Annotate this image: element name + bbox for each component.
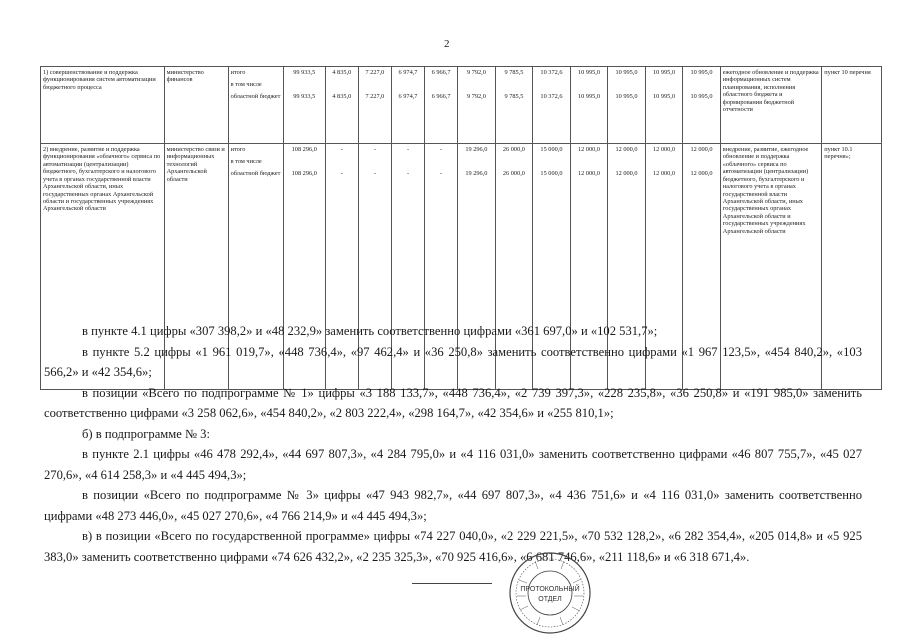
funding-source-label: итого: [230, 69, 246, 76]
page-number: 2: [444, 38, 450, 50]
amount-cell: [533, 67, 571, 144]
paragraph: в) в позиции «Всего по государственной программе» цифры «74 227 040,0», «2 229 221,5», «70 532 128,2», «6 282 354,4», «205 014,8» и «5 925 383,0» заменить соответственно цифрами «74 626 432,2», «2 235 325,3», «70 925 416,6», «6 681 746,6», «211 118,6» и «6 318 671,4».: [44, 529, 862, 564]
paragraph: в позиции «Всего по подпрограмме № 3» цифры «47 943 982,7», «44 697 807,3», «4 436 751,6» и «4 116 031,0» заменить соответственно цифрами «48 273 446,0», «45 027 270,6», «4 766 214,9» и «4 445 494,3»;: [44, 488, 862, 523]
amount-total: 6 966,7: [431, 69, 451, 76]
amount-total: 12 000,0: [652, 146, 676, 153]
amount-cell: [608, 67, 646, 144]
expected-result-cell: внедрение, развитие, ежегодное обновление и поддержка «облачного» сервиса по автоматизации (централизации) бюджетного, бухгалтерского и налогового учета в органах государственной власти Архангельской области, иных государственных органах Архангельской области и государственных учреждениях Архангельской области: [720, 144, 822, 390]
paragraph: в пункте 4.1 цифры «307 398,2» и «48 232,9» заменить соответственно цифрами «361 697,0» и «102 531,7»;: [82, 324, 658, 338]
amount-regional: 12 000,0: [652, 170, 676, 177]
amount-total: -: [373, 146, 376, 153]
amount-total: 9 792,0: [466, 69, 486, 76]
amount-regional: 4 835,0: [332, 93, 352, 100]
funding-source-cell: [228, 67, 283, 144]
activity-name-cell: 1) совершенствование и поддержка функционирования систем автоматизации бюджетного процесса: [41, 67, 165, 144]
amount-cell: [458, 67, 496, 144]
amount-cell: [683, 67, 721, 144]
amount-total: -: [440, 146, 443, 153]
amount-regional: 10 995,0: [615, 93, 638, 100]
reference-cell: пункт 10 перечня: [822, 67, 882, 144]
funding-source-label: областной бюджет: [230, 169, 281, 177]
reference-cell: пункт 10.1 перечня»;: [822, 144, 882, 390]
document-body: [44, 321, 862, 567]
amount-cell: [645, 67, 683, 144]
amount-regional: 6 974,7: [398, 93, 418, 100]
amount-regional: 26 000,0: [502, 170, 525, 177]
amount-regional: 6 966,7: [431, 93, 451, 100]
amount-total: 9 785,5: [504, 69, 524, 76]
amount-total: 15 000,0: [540, 146, 563, 153]
amount-total: 10 995,0: [577, 69, 600, 76]
paragraph: б) в подпрограмме № 3:: [82, 426, 210, 441]
amount-regional: 99 933,5: [293, 93, 316, 100]
amount-total: 108 296,0: [291, 146, 317, 153]
amount-regional: 108 296,0: [291, 170, 317, 177]
executor-cell: министерство связи и информационных технологий Архангельской области: [164, 144, 228, 390]
table-row: [41, 67, 882, 144]
funding-source-label: в том числе: [230, 158, 262, 166]
amount-total: 99 933,5: [293, 69, 316, 76]
amount-total: 12 000,0: [690, 146, 713, 153]
expected-result-cell: ежегодное обновление и поддержка информационных систем планирования, исполнения областного бюджета и формирования бюджетной отчетности: [720, 67, 822, 144]
svg-text:ПРОТОКОЛЬНЫЙ: ПРОТОКОЛЬНЫЙ: [520, 586, 580, 593]
amount-regional: 7 227,0: [365, 93, 385, 100]
amount-cell: [325, 67, 358, 144]
amount-cell: [283, 67, 325, 144]
amount-regional: 9 785,5: [504, 93, 524, 100]
amount-regional: -: [340, 170, 343, 177]
amount-regional: 12 000,0: [615, 170, 638, 177]
amount-total: 6 974,7: [398, 69, 418, 76]
amount-total: 19 296,0: [465, 146, 488, 153]
amount-total: 10 995,0: [690, 69, 713, 76]
amount-cell: [495, 67, 533, 144]
funding-source-label: областной бюджет: [230, 92, 281, 100]
executor-cell: министерство финансов: [164, 67, 228, 144]
amount-regional: -: [440, 170, 443, 177]
amount-regional: 10 995,0: [652, 93, 676, 100]
svg-text:ОТДЕЛ: ОТДЕЛ: [538, 596, 562, 603]
amount-total: 12 000,0: [615, 146, 638, 153]
amount-regional: 9 792,0: [466, 93, 486, 100]
amount-cell: [358, 67, 391, 144]
amount-regional: 19 296,0: [465, 170, 488, 177]
amount-regional: 10 372,6: [540, 93, 563, 100]
amount-regional: -: [406, 170, 410, 177]
funding-source-label: в том числе: [230, 81, 262, 89]
amount-total: 7 227,0: [365, 69, 385, 76]
amount-regional: 10 995,0: [690, 93, 713, 100]
amount-total: 10 372,6: [540, 69, 563, 76]
amount-regional: 15 000,0: [540, 170, 563, 177]
amount-cell: [570, 67, 608, 144]
amount-total: 10 995,0: [615, 69, 638, 76]
amount-regional: 12 000,0: [577, 170, 600, 177]
amount-total: 10 995,0: [652, 69, 676, 76]
amount-regional: -: [373, 170, 376, 177]
paragraph: в пункте 2.1 цифры «46 478 292,4», «44 697 807,3», «4 284 795,0» и «4 116 031,0» заменить соответственно цифрами «46 807 755,7», «45 027 270,6», «4 614 258,3» и «4 445 494,3»;: [44, 447, 862, 482]
signature-line: [412, 583, 492, 584]
amount-total: 26 000,0: [502, 146, 525, 153]
paragraph: в позиции «Всего по подпрограмме № 1» цифры «3 188 133,7», «448 736,4», «2 739 397,3», «228 235,8», «36 250,8» и «191 985,0» заменить соответственно цифрами «3 258 062,6», «454 840,2», «2 803 222,4», «298 164,7», «42 354,6» и «255 810,1»;: [44, 385, 862, 421]
amount-regional: 12 000,0: [690, 170, 713, 177]
amount-regional: 10 995,0: [577, 93, 600, 100]
protocol-stamp: [507, 550, 593, 636]
amount-total: 4 835,0: [332, 69, 352, 76]
paragraph: в пункте 5.2 цифры «1 961 019,7», «448 736,4», «97 462,4» и «36 250,8» заменить соответственно цифрами «1 967 123,5», «454 840,2», «103 566,2» и «42 354,6»;: [44, 344, 862, 380]
amount-total: -: [406, 146, 410, 153]
funding-source-label: итого: [230, 146, 246, 153]
activity-name-cell: 2) внедрение, развитие и поддержка функционирования «облачного» сервиса по автоматизации (централизации) бюджетного, бухгалтерского и налогового учета в органах государственной власти Архангельской области, иных государственных органах Архангельской области и государственных учреждениях Архангельской области: [41, 144, 165, 390]
amount-total: 12 000,0: [577, 146, 600, 153]
amount-cell: [391, 67, 424, 144]
amount-cell: [425, 67, 458, 144]
amount-total: -: [340, 146, 343, 153]
